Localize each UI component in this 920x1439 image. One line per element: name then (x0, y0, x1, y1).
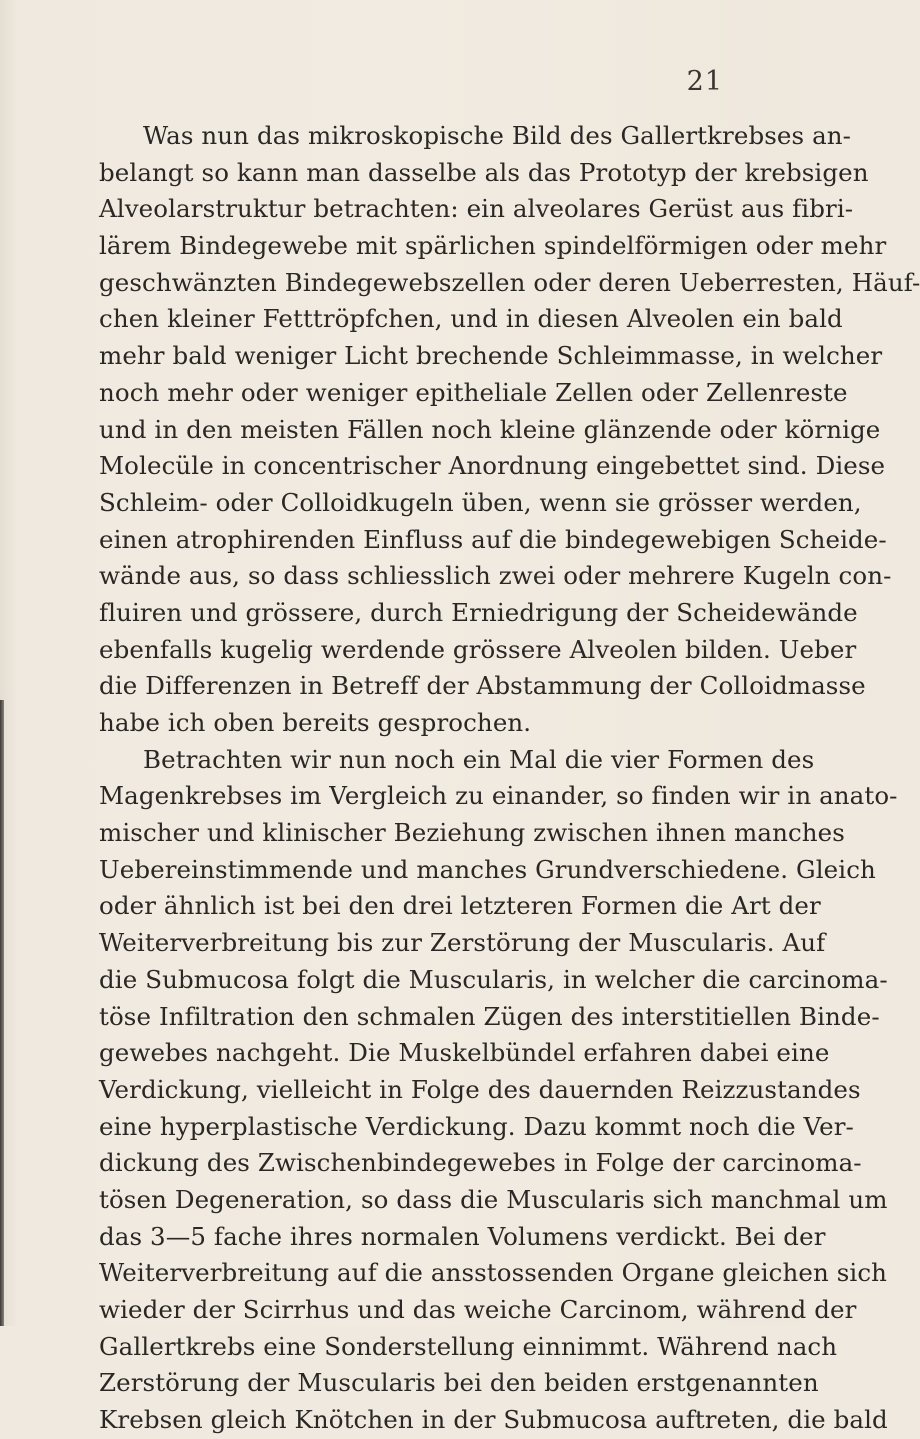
text-line: gewebes nachgeht. Die Muskelbündel erfahren dabei eine (99, 1038, 830, 1068)
text-line: Weiterverbreitung bis zur Zerstörung der Muscularis. Auf (99, 928, 826, 958)
text-line: Was nun das mikroskopische Bild des Gallertkrebses an- (143, 121, 852, 150)
text-line: tösen Degeneration, so dass die Muscularis sich manchmal um (99, 1184, 888, 1214)
text-line: einen atrophirenden Einfluss auf die bindegewebigen Scheide- (99, 524, 887, 554)
text-line: wieder der Scirrhus und das weiche Carcinom, während der (99, 1295, 857, 1324)
text-line: eine hyperplastische Verdickung. Dazu kommt noch die Ver- (99, 1111, 854, 1141)
text-line: mehr bald weniger Licht brechende Schleimmasse, in welcher (99, 341, 883, 371)
page-binding-edge (0, 700, 4, 1326)
text-line: Weiterverbreitung auf die ansstossenden Organe gleichen sich (99, 1258, 888, 1288)
paragraph (99, 118, 920, 742)
text-line: Molecüle in concentrischer Anordnung eingebettet sind. Diese (99, 451, 886, 481)
text-line: wände aus, so dass schliesslich zwei oder mehrere Kugeln con- (99, 561, 892, 591)
page-number: 21 (686, 66, 723, 97)
text-line: belangt so kann man dasselbe als das Prototyp der krebsigen (99, 157, 869, 187)
text-line: Zerstörung der Muscularis bei den beiden erstgenannten (99, 1368, 819, 1398)
text-line: dickung des Zwischenbindegewebes in Folge der carcinoma- (99, 1148, 862, 1178)
text-line: töse Infiltration den schmalen Zügen des interstitiellen Binde- (99, 1001, 880, 1031)
text-line: die Submucosa folgt die Muscularis, in welcher die carcinoma- (99, 964, 888, 994)
text-line: Gallertkrebs eine Sonderstellung einnimmt. Während nach (99, 1331, 838, 1361)
text-line: noch mehr oder weniger epitheliale Zellen oder Zellenreste (99, 377, 848, 407)
text-line: Betrachten wir nun noch ein Mal die vier Formen des (143, 744, 815, 774)
paragraph (99, 742, 898, 1439)
text-line: geschwänzten Bindegewebszellen oder deren Ueberresten, Häuf- (99, 267, 920, 297)
text-line: chen kleiner Fetttröpfchen, und in diesen Alveolen ein bald (99, 304, 843, 334)
text-line: Krebsen gleich Knötchen in der Submucosa auftreten, die bald (99, 1405, 888, 1435)
text-line: und in den meisten Fällen noch kleine glänzende oder körnige (99, 414, 881, 444)
body-text (99, 118, 920, 1439)
text-line: die Differenzen in Betreff der Abstammung der Colloidmasse (99, 671, 866, 701)
text-line: mischer und klinischer Beziehung zwischen ihnen manches (99, 818, 845, 848)
text-line: oder ähnlich ist bei den drei letzteren Formen die Art der (99, 891, 821, 921)
text-line: lärem Bindegewebe mit spärlichen spindelförmigen oder mehr (99, 231, 887, 261)
text-line: Magenkrebses im Vergleich zu einander, so finden wir in anato- (99, 781, 898, 811)
text-line: Schleim- oder Colloidkugeln üben, wenn sie grösser werden, (99, 487, 862, 517)
text-line: ebenfalls kugelig werdende grössere Alveolen bilden. Ueber (99, 634, 857, 664)
text-line: fluiren und grössere, durch Erniedrigung der Scheidewände (99, 597, 858, 627)
text-line: Uebereinstimmende und manches Grundverschiedene. Gleich (99, 854, 876, 884)
text-line: Verdickung, vielleicht in Folge des dauernden Reizzustandes (99, 1074, 861, 1104)
text-line: habe ich oben bereits gesprochen. (99, 708, 532, 737)
text-line: das 3—5 fache ihres normalen Volumens verdickt. Bei der (99, 1221, 826, 1251)
text-line: Alveolarstruktur betrachten: ein alveolares Gerüst aus fibri- (99, 194, 854, 224)
